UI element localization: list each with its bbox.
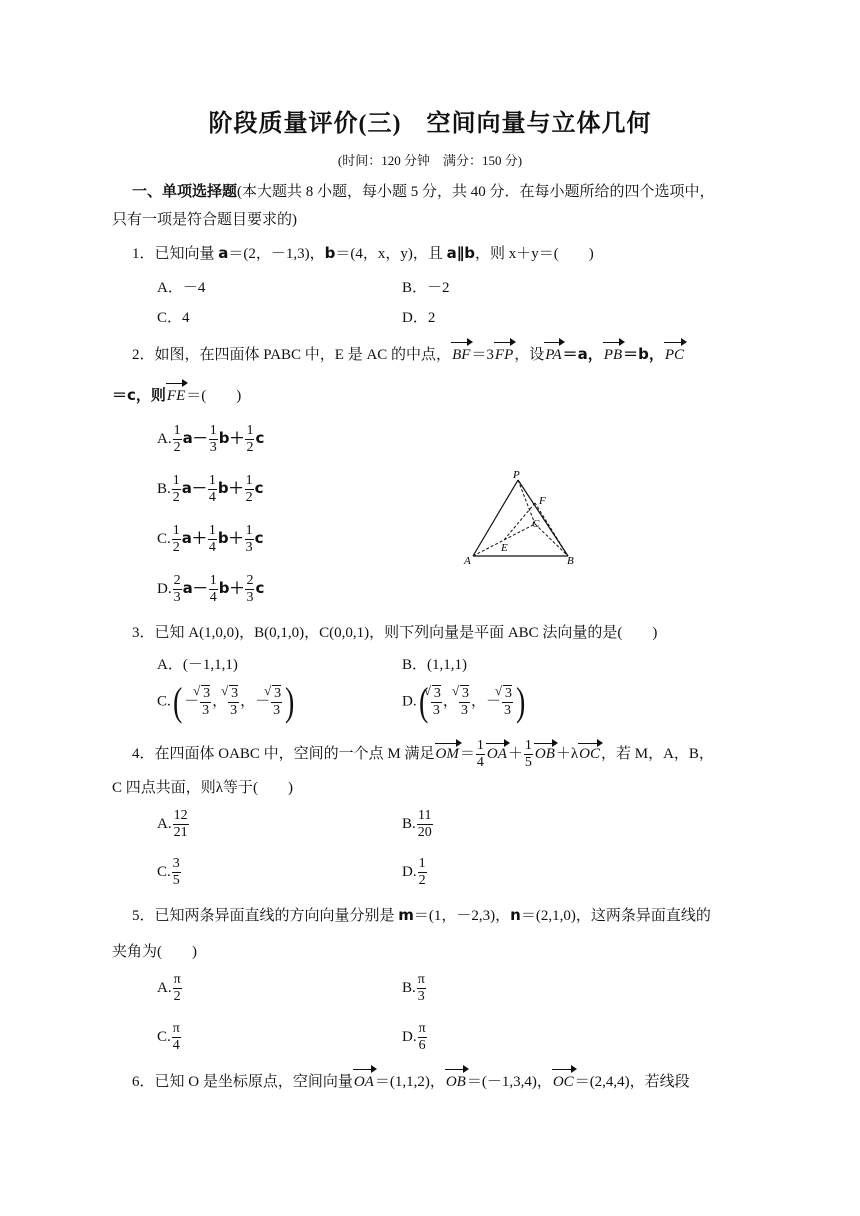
q3-option-a: A．(－1,1,1) (157, 657, 238, 673)
q2-eq3: ＝3 (471, 347, 494, 363)
page-title: 阶段质量评价(三) 空间向量与立体几何 (208, 111, 652, 137)
fraction: $\frac{1}{4}$ (209, 573, 217, 605)
minus-sign: － (485, 693, 501, 710)
label-F: F (539, 495, 546, 507)
vec-OB: OB (445, 1074, 466, 1090)
term: a－ (181, 478, 207, 497)
term: c (254, 528, 264, 547)
vec-PA: PA (545, 347, 562, 363)
fraction: $\frac{1}{4}$ (208, 523, 216, 555)
q1-option-d: D．2 (402, 310, 436, 326)
plus: ＋ (507, 745, 523, 762)
fraction: $\frac{1}{2}$ (418, 856, 426, 888)
question-4-line1 (132, 738, 714, 771)
vec-OA: OA (353, 1074, 374, 1090)
fraction: $\frac{2}{3}$ (173, 573, 181, 605)
q1-ask: ，则 x＋y＝( ) (475, 246, 594, 262)
question-5-line2: 夹角为( ) (112, 944, 197, 960)
minus-sign: － (184, 693, 200, 710)
question-1 (132, 243, 594, 264)
fraction: $\frac{1}{5}$ (524, 738, 532, 770)
q4-option-b (402, 808, 434, 841)
vec-OM: OM (435, 745, 459, 762)
q2-option-b (157, 473, 264, 506)
option-label: C. (157, 1028, 171, 1045)
term: c (255, 428, 265, 447)
q4-option-a (157, 808, 190, 841)
option-label: D. (402, 1028, 417, 1045)
equals: ＝ (459, 745, 475, 762)
left-paren: ( (418, 679, 428, 724)
term: c (255, 578, 265, 597)
fraction: √ $\frac{3}{3}$ (228, 685, 239, 719)
comma: ， (470, 693, 486, 710)
q1-a-value: ＝(2，－1,3)， (228, 246, 325, 262)
term: b＋ (218, 578, 245, 597)
option-label: B. (402, 815, 416, 832)
comma: ， (212, 693, 228, 710)
question-6-line1 (132, 1072, 690, 1092)
fraction: $\frac{12}{21}$ (173, 808, 188, 840)
q1-vec-a: a (218, 244, 229, 262)
q1-option-c: C．4 (157, 310, 190, 326)
section-desc-2: 只有一项是符合题目要求的) (112, 212, 297, 228)
q3-option-c (157, 679, 296, 724)
q6-intro: 6．已知 O 是坐标原点，空间向量 (132, 1074, 353, 1090)
term: b＋ (217, 478, 244, 497)
q5-option-a (157, 972, 183, 1005)
section-desc: (本大题共 8 小题，每小题 5 分，共 40 分．在每小题所给的四个选项中， (237, 184, 715, 200)
question-4-line2: C 四点共面，则λ等于( ) (112, 780, 294, 796)
fraction: $\frac{11}{20}$ (417, 808, 432, 840)
label-E: E (501, 542, 508, 554)
fraction: √ $\frac{3}{3}$ (271, 685, 282, 719)
section-heading (132, 182, 715, 202)
fraction: √ $\frac{3}{3}$ (502, 685, 513, 719)
vec-OC: OC (579, 745, 600, 762)
fraction: $\frac{\pi}{3}$ (417, 972, 425, 1004)
q4-option-d (402, 856, 428, 889)
right-paren: ) (285, 679, 295, 724)
q3-option-b: B．(1,1,1) (402, 657, 467, 673)
fraction: $\frac{\pi}{6}$ (418, 1021, 426, 1053)
q2-eq-c: ＝c，则 (112, 386, 166, 404)
section-title: 一、单项选择题 (132, 184, 238, 200)
term: b＋ (218, 428, 245, 447)
q6-oc-value: ＝(2,4,4)，若线段 (574, 1074, 690, 1090)
fraction: $\frac{1}{2}$ (245, 473, 253, 505)
fraction: $\frac{2}{3}$ (246, 573, 254, 605)
fraction: $\frac{1}{3}$ (245, 523, 253, 555)
vec-OC: OC (552, 1074, 574, 1090)
q1-vec-b: b (324, 244, 336, 262)
q5-option-c (157, 1021, 182, 1054)
option-label: A. (157, 430, 172, 447)
fraction: $\frac{\pi}{2}$ (173, 972, 181, 1004)
q4-condition: ，若 M，A，B， (601, 745, 714, 762)
fraction: $\frac{1}{4}$ (476, 738, 484, 770)
q2-eq-b: ＝b， (623, 345, 664, 363)
q4-option-c (157, 856, 182, 889)
label-A: A (464, 555, 471, 567)
term: b＋ (217, 528, 244, 547)
q6-oa-value: ＝(1,1,2)， (374, 1074, 445, 1090)
q1-condition: a∥b (446, 244, 475, 262)
left-paren: ( (172, 679, 183, 724)
vec-PC: PC (664, 347, 685, 363)
option-label: B. (402, 979, 416, 996)
q5-option-d (402, 1021, 428, 1054)
term: c (254, 478, 264, 497)
comma: ， (240, 693, 256, 710)
question-5-line1 (132, 905, 711, 926)
tetrahedron-figure (455, 468, 585, 568)
option-label: C. (157, 530, 171, 547)
fraction: √ $\frac{3}{3}$ (200, 685, 211, 719)
option-label: A. (157, 979, 172, 996)
q5-option-b (402, 972, 427, 1005)
q5-n-value: ＝(2,1,0)，这两条异面直线的 (520, 908, 711, 924)
minus-sign: － (255, 693, 271, 710)
option-label: C. (157, 863, 171, 880)
fraction: $\frac{3}{5}$ (172, 856, 180, 888)
fraction: √ $\frac{3}{3}$ (431, 685, 442, 719)
term: a＋ (181, 528, 207, 547)
q2-intro: 2．如图，在四面体 PABC 中，E 是 AC 的中点， (132, 347, 452, 363)
option-label: C. (157, 693, 171, 710)
term: a－ (182, 578, 208, 597)
q2-option-c (157, 523, 264, 556)
plus-lambda: ＋λ (555, 745, 579, 762)
comma: ， (442, 693, 458, 710)
q6-ob-value: ＝(－1,3,4)， (466, 1074, 552, 1090)
fraction: $\frac{1}{4}$ (208, 473, 216, 505)
option-label: D. (157, 580, 172, 597)
q2-option-d (157, 573, 264, 606)
q5-intro: 5．已知两条异面直线的方向向量分别是 (132, 908, 399, 924)
edge-PB (518, 480, 568, 556)
option-label: D. (402, 863, 417, 880)
vec-BF: BF (452, 347, 471, 363)
page-subtitle: (时间：120 分钟 满分：150 分) (337, 153, 523, 168)
option-label: A. (157, 815, 172, 832)
q5-vec-m: m (398, 906, 414, 924)
fraction: $\frac{1}{2}$ (173, 423, 181, 455)
vec-FE: FE (166, 388, 186, 404)
fraction: $\frac{\pi}{4}$ (172, 1021, 180, 1053)
q1-option-a: A．－4 (157, 280, 206, 296)
q2-ask: ＝( ) (186, 388, 242, 404)
q5-vec-n: n (510, 906, 521, 924)
vec-PB: PB (603, 347, 623, 363)
q1-num: 1．已知向量 (132, 246, 219, 262)
fraction: $\frac{1}{2}$ (172, 473, 180, 505)
vec-OB: OB (534, 745, 555, 762)
question-3: 3．已知 A(1,0,0)，B(0,1,0)，C(0,0,1)，则下列向量是平面 ABC 法向量的是( ) (132, 625, 658, 641)
segment-FE (504, 503, 535, 540)
q2-option-a (157, 423, 264, 456)
label-B: B (567, 555, 574, 567)
q1-option-b: B．－2 (402, 280, 450, 296)
q2-eq-a: ＝a， (562, 345, 603, 363)
label-P: P (513, 469, 520, 481)
term: a－ (182, 428, 208, 447)
fraction: √ $\frac{3}{3}$ (459, 685, 470, 719)
fraction: $\frac{1}{2}$ (246, 423, 254, 455)
q1-b-value: ＝(4，x，y)，且 (335, 246, 447, 262)
vec-FP: FP (494, 347, 514, 363)
label-C: C (532, 518, 540, 530)
fraction: $\frac{1}{3}$ (209, 423, 217, 455)
question-2-line2 (112, 385, 241, 406)
vec-OA: OA (486, 745, 507, 762)
q3-option-d (402, 679, 527, 724)
question-2-line1 (132, 344, 685, 365)
option-label: B. (157, 480, 171, 497)
option-label: D. (402, 693, 417, 710)
right-paren: ) (515, 679, 526, 724)
q5-m-value: ＝(1，－2,3)， (413, 908, 511, 924)
q4-intro: 4．在四面体 OABC 中，空间的一个点 M 满足 (132, 745, 435, 762)
fraction: $\frac{1}{2}$ (172, 523, 180, 555)
q2-set: ，设 (514, 347, 545, 363)
